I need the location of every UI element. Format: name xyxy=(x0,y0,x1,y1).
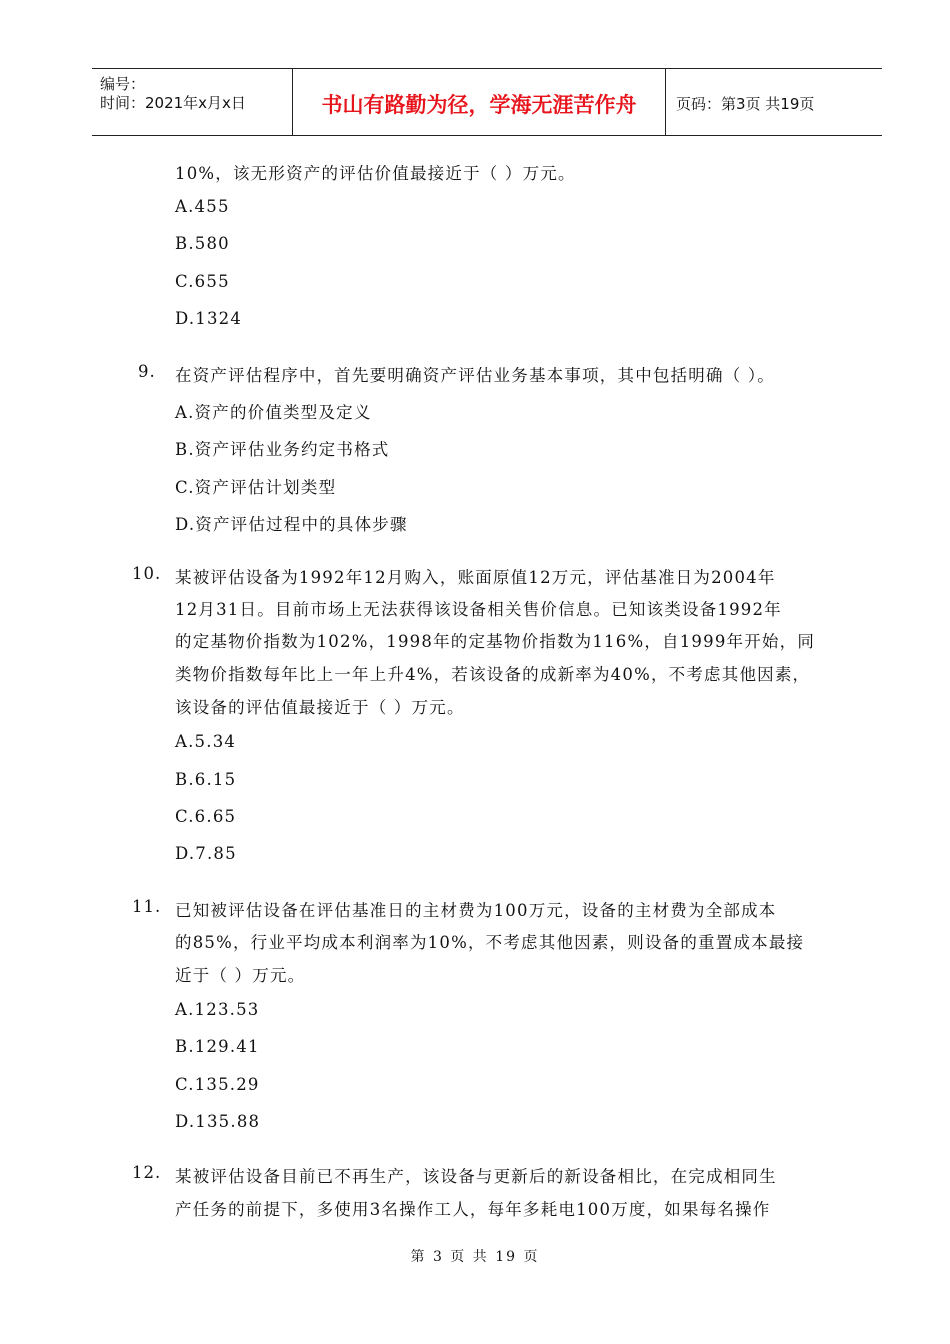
q8-option-d: D.1324 xyxy=(175,309,243,328)
header-page-cell xyxy=(666,69,882,135)
q10-stem-line-2: 12月31日。目前市场上无法获得该设备相关售价信息。已知该类设备1992年 xyxy=(175,600,782,619)
q10-option-d: D.7.85 xyxy=(175,844,237,863)
document-header xyxy=(92,68,882,136)
q10-stem-line-5: 该设备的评估值最接近于（ ）万元。 xyxy=(175,698,465,717)
q10-option-a: A.5.34 xyxy=(175,732,237,751)
q9-stem-line-1: 在资产评估程序中，首先要明确资产评估业务基本事项，其中包括明确（ ）。 xyxy=(175,366,775,385)
q11-number: 11. xyxy=(132,897,162,916)
time-label: 时间：2021年x月x日 xyxy=(100,94,246,112)
q11-option-c: C.135.29 xyxy=(175,1075,260,1094)
header-meta-cell xyxy=(92,69,293,135)
q10-stem-line-4: 类物价指数每年比上一年上升4%，若该设备的成新率为40%，不考虑其他因素， xyxy=(175,665,811,684)
page-footer: 第 3 页 共 19 页 xyxy=(410,1249,540,1265)
q10-stem-line-1: 某被评估设备为1992年12月购入，账面原值12万元，评估基准日为2004年 xyxy=(175,568,776,587)
q11-stem-line-3: 近于（ ）万元。 xyxy=(175,966,306,985)
q8-option-b: B.580 xyxy=(175,234,230,253)
q9-option-d: D.资产评估过程中的具体步骤 xyxy=(175,515,408,534)
q8-option-a: A.455 xyxy=(175,197,230,216)
q11-stem-line-1: 已知被评估设备在评估基准日的主材费为100万元，设备的主材费为全部成本 xyxy=(175,901,777,920)
q12-number: 12. xyxy=(132,1163,162,1182)
code-label: 编号： xyxy=(100,75,146,93)
q11-option-a: A.123.53 xyxy=(175,1000,260,1019)
q11-option-d: D.135.88 xyxy=(175,1112,261,1131)
q10-number: 10. xyxy=(132,564,162,583)
q12-stem-line-1: 某被评估设备目前已不再生产，该设备与更新后的新设备相比，在完成相同生 xyxy=(175,1167,777,1186)
q8-option-c: C.655 xyxy=(175,272,230,291)
q9-option-b: B.资产评估业务约定书格式 xyxy=(175,440,390,459)
motto-text: 书山有路勤为径，学海无涯苦作舟 xyxy=(321,93,637,117)
q9-option-a: A.资产的价值类型及定义 xyxy=(175,403,372,422)
q10-option-b: B.6.15 xyxy=(175,770,237,789)
q11-option-b: B.129.41 xyxy=(175,1037,260,1056)
page-code: 页码：第3页 共19页 xyxy=(676,95,815,113)
q12-stem-line-2: 产任务的前提下，多使用3名操作工人，每年多耗电100万度，如果每名操作 xyxy=(175,1200,771,1219)
q9-number: 9. xyxy=(138,362,156,381)
header-motto-cell xyxy=(293,69,666,135)
q8-continuation-text: 10%，该无形资产的评估价值最接近于（ ）万元。 xyxy=(175,164,576,183)
q10-option-c: C.6.65 xyxy=(175,807,237,826)
q11-stem-line-2: 的85%，行业平均成本利润率为10%，不考虑其他因素，则设备的重置成本最接 xyxy=(175,933,805,952)
q9-option-c: C.资产评估计划类型 xyxy=(175,478,337,497)
q10-stem-line-3: 的定基物价指数为102%，1998年的定基物价指数为116%，自1999年开始，同 xyxy=(175,632,816,651)
